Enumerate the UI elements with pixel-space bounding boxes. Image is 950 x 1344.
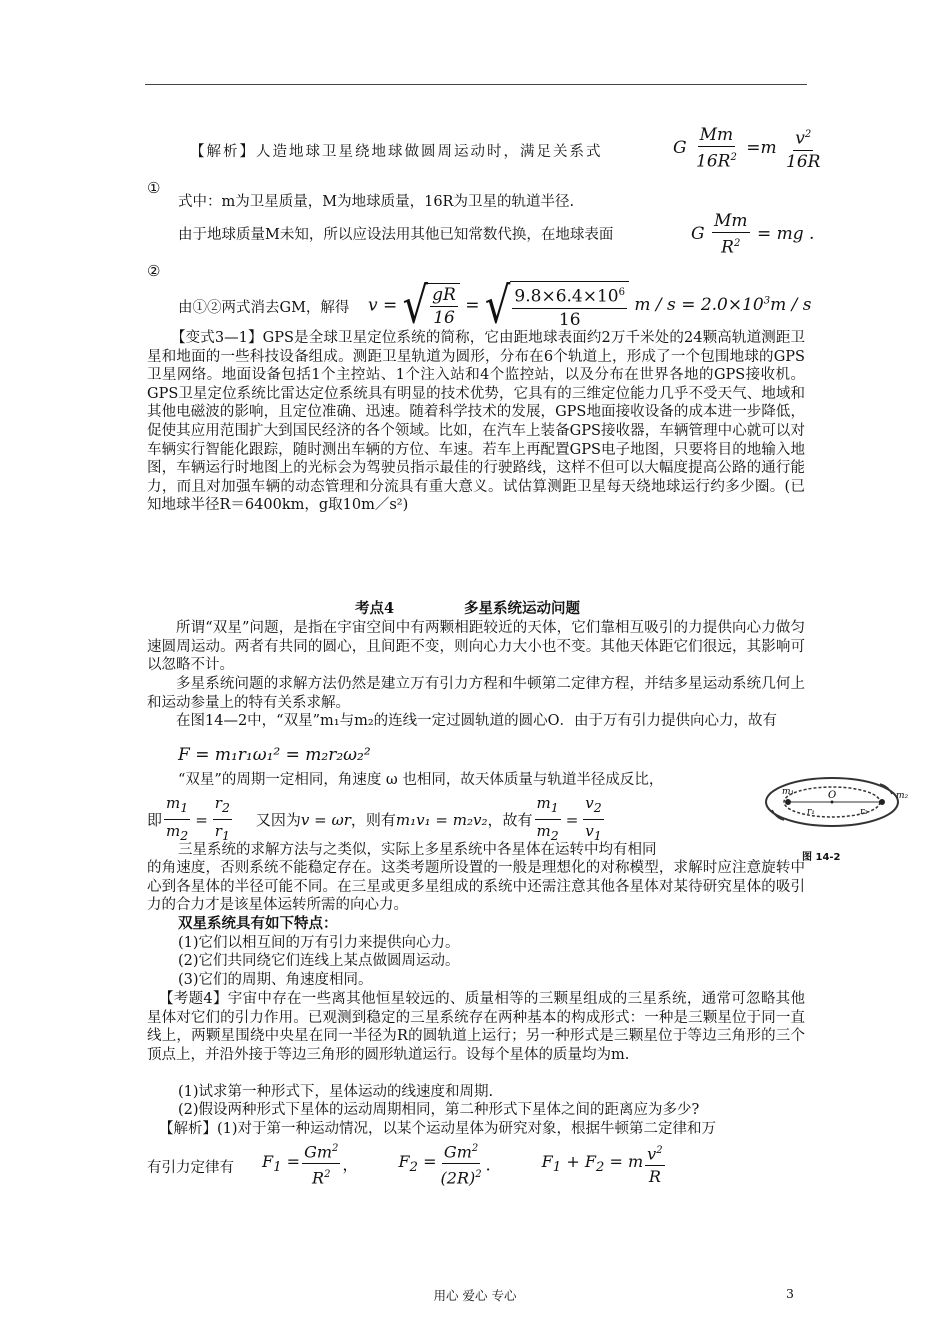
analysis-line-3: 由于地球质量M未知，所以应设法用其他已知常数代换，在地球表面 [178, 227, 614, 243]
section-heading-right: 多星系统运动问题 [464, 600, 580, 617]
equation-2: G $\frac{Mm}{R^2}$ = mg . [691, 211, 815, 258]
equation-F: F = m₁r₁ω₁² = m₂r₂ω₂² [178, 745, 371, 765]
equation-3: v = √ $\frac{gR}{16}$ = √ $\frac{9.8\times 6.4\times 10^6}{16}$ $m / s = 2.0\times 10^3m / s$ [368, 277, 812, 335]
analysis-line-2: 式中：m为卫星质量，M为地球质量，16R为卫星的轨道半径. [178, 194, 575, 210]
fraction-Mm-16R2: $\frac{Mm}{16R^2}$ [696, 125, 737, 172]
fig-label-r1: r₁ [807, 807, 815, 817]
section-para-3: 在图14—2中，“双星”m₁与m₂的连线一定过圆轨道的圆心O．由于万有引力提供向心力，故有 [176, 713, 778, 729]
analysis-line-4: 由①②两式消去GM，解得 [178, 300, 350, 316]
section-para-5a: 三星系统的求解方法与之类似，实际上多星系统中各星体在运转中均有相同 [178, 842, 657, 858]
answer-line-1: 【解析】(1)对于第一种运动情况，以某个运动星体为研究对象，根据牛顿第二定律和万 [159, 1121, 717, 1137]
question-1: (1)试求第一种形式下，星体运动的线速度和周期. [178, 1084, 494, 1100]
fraction-r2-r1: $\frac{r_2}{r_1}$ [214, 794, 230, 843]
section-para-1: 所谓“双星”问题，是指在宇宙空间中有两颗相距较近的天体，它们靠相互吸引的力提供向心力做匀速圆周运动。两者有共同的圆心，且间距不变，则向心力大小也不变。其他天体距它们很远，其影响可以忽略不计。 [147, 620, 805, 674]
equation-forces: $F_1$ = $\frac{Gm^2}{R^2}$ ， $F_2$ = $\frac{Gm^2}{(2R)^2}$ ． $F_1 + F_2 = m$ $\frac{v^2}{R}$ [262, 1138, 667, 1190]
header-rule [145, 84, 807, 85]
section-para-2: 多星系统问题的求解方法仍然是建立万有引力方程和牛顿第二定律方程，并结多星运动系统几何上和运动参量上的特有关系求解。 [147, 676, 805, 711]
page-number: 3 [786, 1286, 794, 1301]
fig-label-r2: r₂ [860, 807, 868, 817]
fig-label-m1: m₁ [782, 787, 795, 797]
analysis-label: 【解析】 [190, 144, 256, 160]
feature-2: (2)它们共同绕它们连线上某点做圆周运动。 [178, 953, 460, 969]
features-title: 双星系统具有如下特点： [178, 915, 338, 932]
fig-label-m2: m₂ [896, 791, 909, 801]
equation-1: G $\frac{Mm}{16R^2}$ =m $\frac{v^2}{16R}$ [673, 125, 821, 172]
analysis-text: 人造地球卫星绕地球做圆周运动时，满足关系式 [256, 144, 603, 160]
binary-star-figure [762, 772, 912, 863]
figure-caption: 图 14-2 [802, 852, 841, 863]
question-2: (2)假设两种形式下星体的运动周期相同，第二种形式下星体之间的距离应为多少? [178, 1102, 700, 1118]
example-paragraph: 【考题4】宇宙中存在一些离其他恒星较远的、质量相等的三颗星组成的三星系统，通常可忽略其他星体对它们的引力作用。已观测到稳定的三星系统存在两种基本的构成形式：一种是三颗星位于同一直线上，两颗星围绕中央星在同一半径为R的圆轨道上运行；另一种形式是三颗星位于等边三角形的三个顶点上，并沿外接于等边三角形的圆形轨道运行。设每个星体的质量均为m. [147, 991, 805, 1063]
analysis-line-1 [190, 143, 603, 162]
fig-label-O: O [828, 790, 837, 801]
ratio-line: 即 $\frac{m_1}{m_2}$ = $\frac{r_2}{r_1}$ 又因为 v = ωr ，则有 m₁v₁ = m₂v₂ ，故有 $\frac{m_1}{m_2}$ = $\frac{v_2}{v_1}$ [147, 792, 606, 847]
variant-paragraph: 【变式3—1】GPS是全球卫星定位系统的简称，它由距地球表面约2万千米处的24颗高轨道测距卫星和地面的一些科技设备组成。测距卫星轨道为圆形，分布在6个轨道上，形成了一个包围地球的GPS卫星网络。地面设备包括1个主控站、1个注入站和4个监控站，以及分布在世界各地的GPS接收机。GPS卫星定位系统比雷达定位系统具有明显的技术优势，它具有的三维定位能力几乎不受天气、地域和其他电磁波的影响，且定位准确、迅速。随着科学技术的发展，GPS地面接收设备的成本进一步降低，促使其应用范围扩大到国民经济的各个领域。比如，在汽车上装备GPS接收器，车辆管理中心就可以对车辆实行智能化跟踪，随时测出车辆的方位、车速。若车上再配置GPS电子地图，只要将目的地输入地图，车辆运行时地图上的光标会为驾驶员指示最佳的行驶路线，这样不但可以大幅度提高公路的通行能力，而且对加强车辆的动态管理和分流具有重大意义。试估算测距卫星每天绕地球运行约多少圈。(已知地球半径R＝6400km，g取10m／s²) [147, 330, 805, 514]
feature-3: (3)它们的周期、角速度相同。 [178, 972, 373, 988]
footer-text: 用心 爱心 专心 [433, 1288, 517, 1303]
fraction-m1-m2: $\frac{m_1}{m_2}$ [166, 794, 189, 843]
section-para-5b: 的角速度，否则系统不能稳定存在。这类考题所设置的一般是理想化的对称模型，求解时应注意旋转中心到各星体的半径可能不同。在三星或更多星组成的系统中还需注意其他各星体对某待研究星体的吸引力的合力才是该星体运转所需的向心力。 [147, 860, 805, 914]
fraction-v2-16R: $\frac{v^2}{16R}$ [784, 124, 822, 173]
marker-1: ① [147, 179, 161, 197]
feature-1: (1)它们以相互间的万有引力来提供向心力。 [178, 935, 460, 951]
marker-2: ② [147, 262, 161, 280]
answer-line-2: 有引力定律有 [147, 1160, 234, 1176]
section-para-4: “双星”的周期一定相同，角速度 ω 也相同，故天体质量与轨道半径成反比， [178, 772, 664, 788]
section-heading-left: 考点4 [355, 600, 395, 617]
binary-star-diagram [762, 772, 912, 842]
